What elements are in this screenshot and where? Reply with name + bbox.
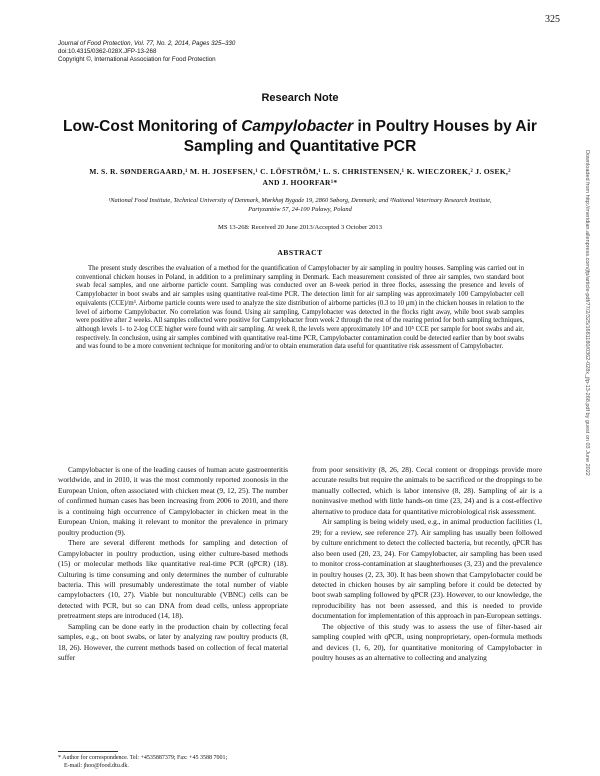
- paragraph: The objective of this study was to assess the use of filter-based air sampling coupled with qPCR, using nonproprietary, open-formula methods and devices (1, 6, 20), for quantitative monitoring of Campylobacter in poultry houses as an alternative to collecting and analyzing: [312, 621, 542, 663]
- paragraph: from poor sensitivity (8, 26, 28). Cecal content or droppings provide more accurate results but require the animals to be sacrificed or the droppings to be manually collected, which is labor intensive (8, 28). Sampling of air is a noninvasive method with little hands-on time (23, 24) and is a cost-effective alternative to produce data for quantitative microbiological risk assessment.: [312, 465, 542, 516]
- body-column-right: [312, 465, 542, 664]
- paragraph: There are several different methods for sampling and detection of Campylobacter in poultry production, using either culture-based methods (15) or molecular methods like quantitative real-time PCR (qPCR) (18). Culturing is time consuming and only determines the number of culturable bacteria. This will presumably underestimate the total number of viable campylobacters (10, 27). Viable but nonculturable (VBNC) cells can be detected with PCR, but so can DNA from dead cells, unless appropriate pretreatment steps are introduced (14, 18).: [58, 538, 288, 621]
- title-part-1: Low-Cost Monitoring of: [63, 118, 242, 135]
- copyright: Copyright ©, International Association for Food Protection: [58, 56, 216, 64]
- footnote-line-1: * Author for correspondence. Tel: +4535887379; Fax: +45 3588 7001;: [58, 755, 228, 761]
- download-sidebar: [580, 150, 590, 600]
- title-italic: Campylobacter: [241, 118, 354, 135]
- title-part-2: in Poultry Houses by Air Sampling and Quantitative PCR: [183, 118, 537, 155]
- paragraph: Air sampling is being widely used, e.g., in animal production facilities (1, 29; for a review, see reference 27). Air sampling has usually been followed by culture enrichment to detect the collected bacteria, but recently, qPCR has also been used (20, 23, 24). For Campylobacter, air sampling has been used to monitor cross-contamination at slaughterhouses (3, 23) and the prevalence in poultry houses (2, 23, 30). It has been shown that Campylobacter could be detected in chicken houses by air sampling before it could be detected by boot swab sampling followed by qPCR (23). However, to our knowledge, the reproducibility has not been assessed, and this is needed to provide documentation for implementation of this approach in pan-European settings.: [312, 517, 542, 621]
- download-notice: Downloaded from http://meridian.allenpress.com/jfp/article-pdf/77/2/325/1681180/0362-028x_jfp-13-268.pdf by guest on 03 June 2022: [584, 150, 590, 476]
- manuscript-info: MS 13-268: Received 20 June 2013/Accepted 3 October 2013: [217, 224, 383, 231]
- page-number: 325: [545, 14, 560, 25]
- journal-header: [58, 40, 458, 65]
- footnote: [58, 755, 288, 770]
- doi: doi:10.4315/0362-028X.JFP-13-268: [58, 48, 157, 56]
- abstract-heading: ABSTRACT: [277, 248, 323, 257]
- footnote-divider: [58, 751, 118, 752]
- affiliations-line-1: ¹National Food Institute, Technical University of Denmark, Mørkhøj Bygade 19, 2860 Søborg, Denmark; and ²National Veterinary Research Institute,: [108, 197, 492, 204]
- paper-title: [40, 117, 560, 157]
- section-label: Research Note: [261, 92, 339, 104]
- abstract-text: The present study describes the evaluation of a method for the quantification of Campylobacter by air sampling in poultry houses. Sampling was carried out in conventional chicken houses in Poland, in addition to a preliminary sampling in Denmark. Each measurement consisted of three air samples, two standard boot swab fecal samples, and one airborne particle count. Sampling was conducted over an 8-week period in three flocks, assessing the presence and levels of Campylobacter in boot swabs and air samples using quantitative real-time PCR. The detection limit for air sampling was approximately 100 Campylobacter cell equivalents (CCE)/m³. Airborne particle counts were used to analyze the size distribution of airborne particles (0.3 to 10 μm) in the chicken houses in relation to the level of airborne Campylobacter. No correlation was found. Using air sampling, Campylobacter was detected in the flocks right away, while boot swab samples were positive after 2 weeks. All samples collected were positive for Campylobacter from week 2 through the rest of the rearing period for both sampling techniques, although levels 1- to 2-log CCE higher were found with air sampling. At week 8, the levels were approximately 10⁴ and 10⁵ CCE per sample for boot swabs and air, respectively. In conclusion, using air samples combined with quantitative real-time PCR, Campylobacter contamination could be detected earlier than by boot swabs and was found to be a more convenient technique for monitoring and/or to obtain enumeration data useful for quantitative risk assessment of Campylobacter.: [76, 265, 524, 351]
- journal-citation: Journal of Food Protection, Vol. 77, No. 2, 2014, Pages 325–330: [58, 40, 236, 47]
- authors-line-2: AND J. HOORFAR¹*: [262, 178, 338, 187]
- body-column-left: [58, 465, 288, 664]
- footnote-line-2: E-mail: jhoo@food.dtu.dk.: [64, 762, 129, 769]
- authors-line-1: M. S. R. SØNDERGAARD,¹ M. H. JOSEFSEN,¹ C. LÖFSTRÖM,¹ L. S. CHRISTENSEN,¹ K. WIECZOREK,² J. OSEK,²: [89, 167, 511, 176]
- affiliations: [55, 196, 545, 214]
- paragraph: Sampling can be done early in the production chain by collecting fecal samples, e.g., on boot swabs, or later by analyzing raw poultry products (8, 18, 26). However, the current methods based on collection of fecal material suffer: [58, 621, 288, 663]
- paragraph: Campylobacter is one of the leading causes of human acute gastroenteritis worldwide, and in 2010, it was the most commonly reported zoonosis in the European Union, often associated with chicken meat (9, 12, 25). The number of confirmed human cases has been increasing from 2006 to 2010, and there is a continuing high occurrence of Campylobacter in chicken meat in the European Union, making it relevant to monitor the prevalence in primary poultry production (9).: [58, 465, 288, 537]
- authors: [58, 166, 542, 188]
- affiliations-line-2: Partyzantów 57, 24-100 Puławy, Poland: [248, 206, 352, 213]
